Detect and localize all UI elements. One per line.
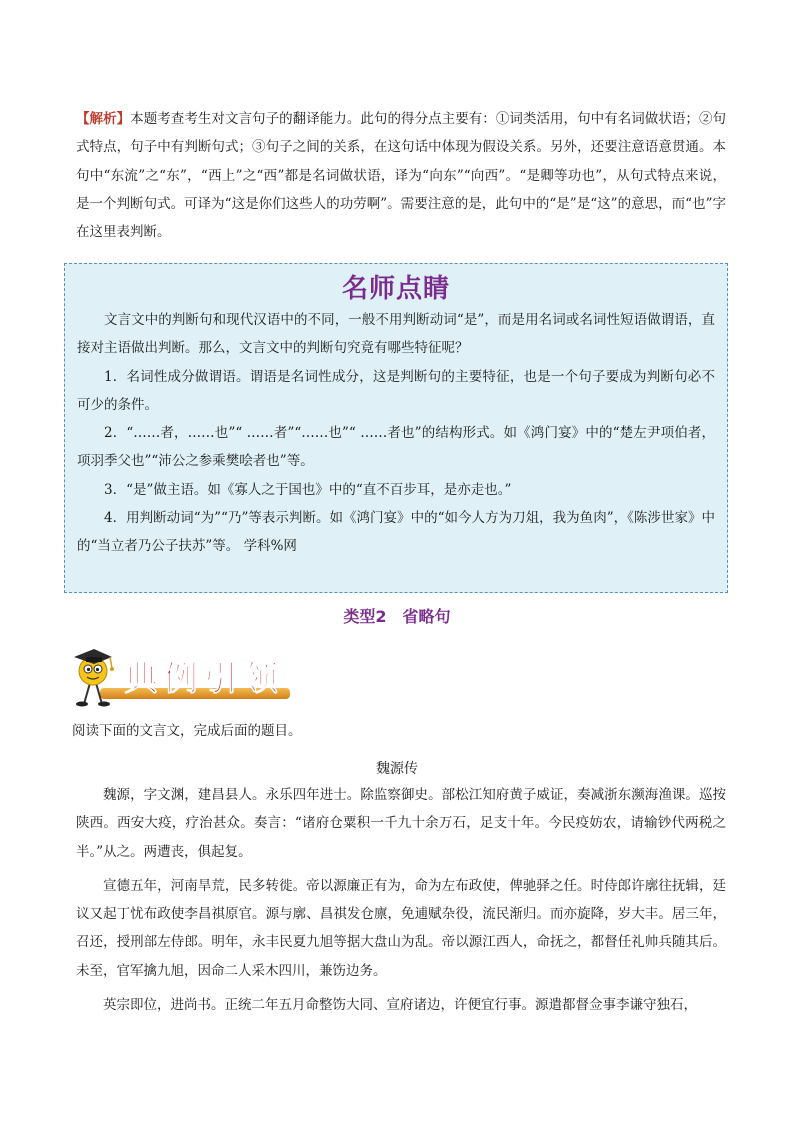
- analysis-paragraph: [76, 105, 726, 246]
- banner-graphic: [66, 640, 296, 708]
- tip-title: 名师点睛: [341, 274, 450, 304]
- tip-paragraph: 文言文中的判断句和现代汉语中的不同，一般不用判断动词“是”，而是用名词或名词性短语做谓语，直接对主语做出判断。那么，文言文中的判断句究竟有哪些特征呢？: [77, 312, 715, 357]
- reading-instruction: 阅读下面的文言文，完成后面的题目。: [72, 723, 302, 739]
- tip-paragraph: 2．“……者，……也”“ ……者”“……也”“ ……者也”的结构形式。如《鸿门宴》中的“楚左尹项伯者，项羽季父也”“沛公之参乘樊哙者也”等。: [77, 425, 715, 470]
- analysis-tag: 【解析】: [76, 111, 131, 127]
- tip-paragraph: 1．名词性成分做谓语。谓语是名词性成分，这是判断句的主要特征，也是一个句子要成为判断句必不可少的条件。: [77, 368, 715, 413]
- section-heading: 类型2 省略句: [343, 607, 451, 626]
- example-banner: [66, 640, 296, 708]
- passage-paragraph: 魏源，字文渊，建昌县人。永乐四年进士。除监察御史。部松江知府黄子威证，奏减浙东濒海渔课。巡按陕西。西安大疫，疗治甚众。奏言：“诸府仓粟积一千九十余万石，足支十年。今民疫妨农，请输钞代两税之半。”从之。两遭丧，俱起复。: [76, 787, 726, 860]
- tip-body: [77, 306, 715, 561]
- passage-paragraph: 英宗即位，进尚书。正统二年五月命整饬大同、宣府诸边，许便宜行事。源遣都督佥事李谦守独石，: [103, 997, 697, 1014]
- tip-paragraph: 4．用判断动词“为”“乃”等表示判断。如《鸿门宴》中的“如今人方为刀俎，我为鱼肉”，《陈涉世家》中的“当立者乃公子扶苏”等。 学科%网: [77, 510, 715, 555]
- passage-title: 魏源传: [376, 761, 418, 777]
- banner-text: 典例引领: [124, 659, 284, 699]
- analysis-text: 本题考查考生对文言句子的翻译能力。此句的得分点主要有：①词类活用，句中有名词做状语；②句式特点，句子中有判断句式；③句子之间的关系，在这句话中体现为假设关系。另外，还要注意语意贯通。本句中“东流”之“东”，“西上”之“西”都是名词做状语，译为“向东”“向西”。“是卿等功也”，从句式特点来说，是一个判断句式。可译为“这是你们这些人的功劳啊”。需要注意的是，此句中的“是”是“这”的意思，而“也”字在这里表判断。: [76, 111, 727, 241]
- passage-body: [76, 781, 726, 1025]
- teacher-tip-box: [64, 263, 728, 593]
- passage-paragraph: 宣德五年，河南旱荒，民多转徙。帝以源廉正有为，命为左布政使，俾驰驿之任。时侍郎许廓往抚辑，廷议又起丁忧布政使李昌祺原官。源与廓、昌祺发仓廪，免逋赋杂役，流民渐归。而亦旋降，岁大丰。居三年，召还，授刑部左侍郎。明年，永丰民夏九旭等据大盘山为乱。帝以源江西人，命抚之，都督任礼帅兵随其后。未至，官军擒九旭，因命二人采木四川，兼饬边务。: [76, 877, 726, 979]
- tip-paragraph: 3．“是”做主语。如《寡人之于国也》中的“直不百步耳，是亦走也。”: [104, 481, 512, 498]
